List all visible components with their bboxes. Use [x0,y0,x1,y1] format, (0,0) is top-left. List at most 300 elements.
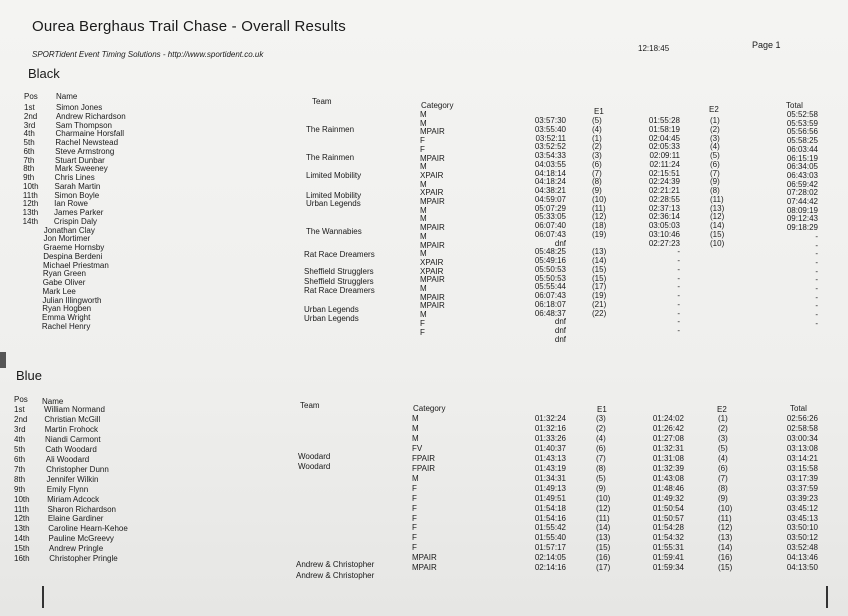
category-cell: F [420,327,425,337]
e1-rank: (1) [592,133,602,143]
team-name: Rat Race Dreamers [304,286,375,295]
e2-time: 01:48:46 [652,483,684,493]
e2-time: 01:24:02 [652,414,684,423]
e1-time: 06:07:43 [534,291,566,300]
e2-time: - [677,317,680,327]
e2-time: 01:31:08 [652,453,684,463]
total-time: - [815,284,818,293]
e2-rank: (12) [718,523,733,533]
total-time: 03:45:13 [786,513,818,523]
e1-time: dnf [554,317,566,327]
e1-time: dnf [554,326,566,335]
e2-time: 02:21:21 [648,186,680,195]
runner-name: Caroline Hearn-Kehoe [48,524,128,534]
runner-name: Andrew Richardson [55,111,126,121]
e1-rank: (4) [592,124,602,134]
black-header-e2: E2 [709,105,719,114]
category-cell: F [420,136,425,146]
runner-name: Ali Woodard [45,454,90,464]
page-number: Page 1 [752,40,781,50]
section-heading-blue: Blue [16,368,43,383]
position-cell: 3rd [23,120,36,130]
total-time: 03:39:23 [786,493,818,503]
total-time: 03:17:39 [786,473,818,483]
runner-name: Sarah Martin [54,181,101,191]
runner-name: Julian Illingworth [42,295,102,305]
e1-rank: (15) [592,273,607,283]
e2-rank: (4) [710,142,720,152]
e1-rank: (9) [596,483,606,493]
e1-time: 01:43:19 [534,463,566,473]
e2-time: - [677,256,680,265]
runner-name: Martin Frohock [44,424,99,434]
category-cell: MPAIR [420,153,445,163]
position-cell: 14th [22,216,39,226]
position-cell: 5th [23,138,35,147]
blue-header-name: Name [42,397,64,406]
e2-rank: (3) [710,133,720,143]
runner-name: Simon Boyle [54,190,100,200]
e2-rank: (14) [718,543,733,553]
e2-time: 01:59:34 [652,563,684,573]
runner-name: Christopher Dunn [46,464,109,474]
total-time: - [815,231,818,241]
e1-time: 01:49:51 [534,493,566,503]
e2-time: 02:05:33 [648,142,680,152]
e2-time: - [677,291,680,300]
runner-name: Emily Flynn [46,484,89,494]
runner-name: Ryan Green [42,269,86,279]
e1-time: 01:55:42 [534,523,566,533]
e1-time: 01:32:24 [534,414,566,423]
e2-rank: (9) [710,177,720,187]
e1-time: 06:07:40 [534,221,566,230]
e2-time: 02:27:23 [648,238,680,248]
team-name: Urban Legends [304,314,359,323]
e2-time: 01:26:42 [652,423,684,433]
total-time: - [815,275,818,285]
e1-time: 01:54:18 [534,503,566,513]
e1-rank: (15) [596,543,611,553]
e2-rank: (8) [718,483,728,493]
e1-time: 03:55:40 [534,124,566,134]
team-name: Sheffield Strugglers [304,267,374,276]
position-cell: 12th [22,199,39,209]
runner-name: Steve Armstrong [55,146,115,156]
e1-rank: (21) [592,299,607,309]
category-cell: MPAIR [420,127,445,137]
position-cell: 13th [14,524,30,534]
e1-rank: (11) [596,513,610,523]
position-cell: 12th [14,514,30,524]
e2-time: - [677,264,680,274]
e1-time: 04:18:14 [534,168,566,178]
runner-name: Pauline McGreevy [48,534,114,544]
category-cell: XPAIR [420,170,444,180]
position-cell: 7th [23,155,35,165]
e1-rank: (8) [592,177,602,187]
e2-time: 01:59:41 [652,553,684,563]
category-cell: M [412,473,419,483]
team-name: Limited Mobility [306,171,362,180]
total-time: 04:13:50 [786,563,818,573]
blue-header-e1: E1 [597,405,607,414]
e2-time: 01:54:28 [652,523,684,533]
position-cell: 6th [23,146,35,156]
e1-time: 04:59:07 [534,194,566,204]
category-cell: MPAIR [420,275,445,285]
blue-header-pos: Pos [14,395,28,404]
position-cell: 10th [14,494,30,504]
e1-time: 01:33:26 [534,433,566,443]
e2-time: 02:15:51 [648,168,680,178]
black-header-e1: E1 [594,107,604,116]
e1-time: 01:55:40 [534,533,566,543]
category-cell: M [412,423,419,433]
black-header-pos: Pos [24,92,38,101]
e2-time: - [677,282,680,292]
total-time: 05:52:58 [786,110,818,119]
category-cell: MPAIR [420,197,445,206]
e2-time: - [677,299,680,309]
e1-rank: (17) [592,282,607,292]
total-time: 05:56:56 [786,127,818,137]
e1-time: 06:07:43 [534,229,566,239]
e1-rank: (3) [596,414,606,423]
e2-time: 02:09:11 [649,151,680,160]
e1-rank: (7) [592,168,602,178]
team-name: Woodard [298,462,331,471]
e1-rank: (2) [596,423,606,433]
e1-time: 05:55:44 [534,282,566,292]
e1-time: 02:14:05 [534,553,566,563]
print-time: 12:18:45 [638,44,670,53]
e1-rank: (6) [592,159,602,169]
runner-name: William Normand [44,405,105,414]
e1-rank: (12) [596,503,611,513]
e1-time: 05:50:53 [534,273,566,283]
total-time: - [815,318,818,328]
team-name: Woodard [298,452,331,461]
black-header-category: Category [421,101,454,110]
team-name: Urban Legends [306,199,361,208]
team-name: Urban Legends [304,305,359,314]
e1-time: 03:52:52 [534,142,566,152]
total-time: 06:15:19 [786,153,818,163]
total-time: - [815,249,818,259]
position-cell: 8th [23,164,35,174]
category-cell: F [412,513,417,523]
team-name: The Rainmen [306,153,355,162]
total-time: - [815,266,818,276]
category-cell: M [412,414,419,423]
runner-name: Sam Thompson [55,120,112,130]
total-time: 05:58:25 [786,136,818,146]
category-cell: M [420,162,427,172]
e2-time: - [677,273,680,283]
category-cell: XPAIR [420,257,444,267]
e2-rank: (14) [710,221,725,230]
runner-name: Crispin Daly [53,216,97,226]
e2-time: 02:11:24 [649,159,680,169]
e2-time: 01:50:54 [652,503,684,513]
e1-time: 05:33:05 [534,212,566,222]
position-cell: 4th [14,434,26,444]
e1-rank: (15) [592,264,607,274]
runner-name: Sharon Richardson [47,504,116,514]
binder-pin-right [826,586,828,608]
e2-time: 01:55:28 [648,116,680,125]
runner-name: Graeme Hornsby [43,243,105,252]
position-cell: 11th [14,504,29,514]
category-cell: FPAIR [412,453,435,463]
e1-time: 03:52:11 [535,133,566,143]
e2-rank: (8) [710,186,720,195]
category-cell: M [420,284,427,293]
e1-time: 01:32:16 [534,423,566,433]
runner-name: Elaine Gardiner [47,514,104,524]
e2-rank: (2) [710,124,720,134]
e1-time: 01:57:17 [534,543,566,553]
blue-header-team: Team [300,401,320,410]
e1-rank: (5) [596,473,606,483]
e2-rank: (15) [718,563,733,573]
runner-name: Despina Berdeni [43,251,103,261]
runner-name: Jennifer Wilkin [46,474,99,484]
total-time: 03:50:10 [786,523,818,533]
position-cell: 1st [14,405,25,414]
e1-rank: (9) [592,186,602,195]
category-cell: M [420,231,427,241]
runner-name: Christian McGill [44,414,101,424]
e1-rank: (22) [592,308,607,318]
e2-rank: (15) [710,229,725,239]
e1-time: 01:40:37 [534,443,566,453]
category-cell: XPAIR [420,188,444,198]
category-cell: MPAIR [412,563,437,573]
e2-time: 02:04:45 [648,133,680,143]
page-edge-mark [0,352,6,368]
position-cell: 8th [14,474,26,484]
total-time: 03:52:48 [786,543,818,553]
total-time: 09:12:43 [786,214,818,224]
runner-name: Rachel Newstead [55,138,119,147]
category-cell: M [420,205,427,215]
team-name: The Rainmen [306,125,355,134]
category-cell: F [420,144,425,154]
total-time: 03:13:08 [786,443,818,453]
e2-rank: (9) [718,493,728,503]
category-cell: MPAIR [420,223,445,233]
category-cell: MPAIR [420,240,445,250]
category-cell: F [412,493,417,503]
total-time: 06:59:42 [786,179,818,189]
e2-rank: (6) [718,463,728,473]
position-cell: 1st [24,103,35,112]
e2-rank: (5) [718,443,728,453]
category-cell: M [420,214,427,224]
total-time: - [815,310,818,320]
e1-time: 06:18:07 [534,299,566,309]
category-cell: F [412,523,417,533]
e1-time: 04:18:24 [534,177,566,187]
e1-rank: (12) [592,212,607,222]
blue-header-category: Category [413,404,446,413]
e1-rank: (6) [596,443,606,453]
e1-rank: (19) [592,291,607,300]
category-cell: F [412,483,417,493]
e1-rank: (13) [592,247,607,257]
total-time: 09:18:29 [786,223,818,233]
e2-time: 02:36:14 [648,212,680,222]
e2-rank: (7) [710,168,720,178]
total-time: - [815,301,818,311]
total-time: 02:56:26 [786,414,818,423]
e2-rank: (2) [718,423,728,433]
e1-time: 01:54:16 [534,513,566,523]
e1-time: 01:34:31 [534,473,566,483]
e2-time: 01:55:31 [652,543,684,553]
category-cell: M [420,110,427,119]
position-cell: 4th [23,129,35,139]
category-cell: FPAIR [412,463,435,473]
total-time: 08:09:19 [786,205,818,215]
runner-name: Niandi Carmont [45,434,101,444]
category-cell: M [420,310,427,320]
e1-rank: (8) [596,463,606,473]
runner-name: James Parker [54,208,104,217]
runner-name: Charmaine Horsfall [55,129,124,139]
category-cell: MPAIR [420,301,445,311]
e1-time: dnf [554,238,566,248]
e1-time: 06:48:37 [534,308,566,318]
e1-rank: (11) [592,203,606,213]
runner-name: Mark Sweeney [54,164,108,174]
e1-rank: (17) [596,563,611,573]
e1-time: 05:50:53 [534,264,566,274]
e1-rank: (14) [592,256,607,265]
category-cell: M [420,118,427,128]
document-title: Ourea Berghaus Trail Chase - Overall Results [32,18,346,35]
runner-name: Emma Wright [42,313,91,322]
timing-provider-line: SPORTident Event Timing Solutions - http://www.sportident.co.uk [32,50,264,59]
e1-time: 05:07:29 [534,203,566,213]
e1-time: 03:57:30 [534,116,566,125]
total-time: 02:58:58 [786,423,818,433]
position-cell: 7th [14,464,26,474]
e2-rank: (10) [718,503,733,513]
e2-time: 03:10:46 [648,229,680,239]
runner-name: Rachel Henry [41,321,91,331]
runner-name: Ian Rowe [54,199,88,209]
runner-name: Simon Jones [56,103,103,112]
runner-name: Jonathan Clay [43,225,95,235]
team-name: Andrew & Christopher [296,560,375,569]
total-time: - [815,292,818,302]
e2-time: 01:58:19 [648,124,680,134]
total-time: 03:37:59 [786,483,818,493]
e1-time: 01:43:13 [534,453,566,463]
team-name: Andrew & Christopher [296,571,375,580]
e2-rank: (4) [718,453,728,463]
e1-rank: (7) [596,453,606,463]
total-time: 06:43:03 [786,170,818,180]
e2-rank: (11) [718,513,732,523]
runner-name: Mark Lee [42,286,76,296]
e1-rank: (18) [592,221,607,230]
e2-time: 01:43:08 [652,473,684,483]
e1-rank: (10) [592,194,607,204]
e1-rank: (4) [596,433,606,443]
total-time: 07:44:42 [786,197,818,206]
position-cell: 9th [14,484,26,494]
e1-rank: (13) [596,533,611,543]
e2-rank: (1) [718,414,728,423]
position-cell: 3rd [14,424,26,434]
e2-time: - [677,326,680,335]
category-cell: MPAIR [412,553,437,563]
category-cell: MPAIR [420,292,445,302]
e1-rank: (10) [596,493,611,503]
e1-time: dnf [554,334,566,344]
team-name: Limited Mobility [306,191,362,200]
e1-rank: (16) [596,553,611,563]
category-cell: XPAIR [420,266,444,276]
total-time: 03:15:58 [786,463,818,473]
position-cell: 5th [14,444,26,454]
e1-time: 04:38:21 [534,186,566,195]
binder-pin-left [42,586,44,608]
total-time: 03:50:12 [786,533,818,543]
category-cell: M [420,179,427,189]
e2-time: 01:32:31 [652,443,684,453]
e1-rank: (2) [592,142,602,152]
category-cell: M [420,249,427,259]
total-time: - [815,240,818,250]
e2-time: 01:54:32 [652,533,684,543]
runner-name: Michael Priestman [43,260,109,270]
e1-time: 03:54:33 [534,151,566,160]
e1-rank: (3) [592,151,602,160]
section-heading-black: Black [28,66,60,81]
e1-rank: (5) [592,116,602,125]
position-cell: 15th [14,544,30,554]
category-cell: M [412,433,419,443]
black-header-team: Team [312,97,332,106]
position-cell: 14th [14,534,30,544]
e2-time: 01:49:32 [652,493,684,503]
e1-time: 01:49:13 [534,483,566,493]
total-time: 06:34:05 [786,162,818,172]
e1-time: 04:03:55 [534,159,566,169]
e2-time: 02:24:39 [648,177,680,187]
e2-time: 01:50:57 [652,513,684,523]
position-cell: 6th [14,454,26,464]
e2-rank: (7) [718,473,728,483]
e1-time: 05:48:25 [534,247,566,257]
position-cell: 11th [22,190,38,200]
position-cell: 2nd [23,111,38,121]
e2-time: 01:27:08 [652,433,684,443]
total-time: 05:53:59 [786,118,818,128]
e2-rank: (16) [718,553,733,563]
team-name: Rat Race Dreamers [304,250,375,259]
total-time: 07:28:02 [786,188,818,198]
position-cell: 2nd [14,414,28,424]
position-cell: 9th [23,173,35,182]
blue-header-e2: E2 [717,405,727,414]
e2-rank: (6) [710,159,720,169]
